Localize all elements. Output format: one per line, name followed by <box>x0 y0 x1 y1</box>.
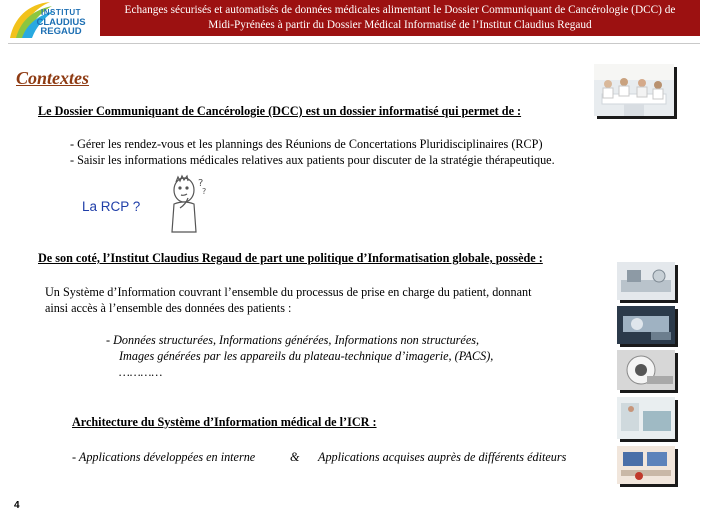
icr-heading: De son coté, l’Institut Claudius Regaud de part une politique d’Informatisation globale, possède : <box>38 251 543 265</box>
external-apps-text: Applications acquises auprès de différents éditeurs <box>318 450 567 464</box>
logo-text <box>32 8 90 37</box>
thinking-person-icon <box>164 174 210 234</box>
data-types-line-3: ………… <box>119 365 163 379</box>
logo-line-2: CLAUDIUS <box>36 16 86 28</box>
institut-logo <box>6 0 96 40</box>
icr-paragraph-line-1: Un Système d’Information couvrant l’ensemble du processus de prise en charge du patient, donnant <box>45 285 532 299</box>
medical-equipment-photo-4 <box>617 397 675 439</box>
icr-paragraph-line-2: ainsi accès à l’ensemble des données des patients : <box>45 301 292 315</box>
dcc-heading: Le Dossier Communiquant de Cancérologie (DCC) est un dossier informatisé qui permet de : <box>38 104 522 118</box>
header-divider <box>8 43 700 44</box>
page-title: Contextes <box>16 68 90 88</box>
data-types-line-2: Images générées par les appareils du plateau-technique d’imagerie, (PACS), <box>119 349 494 363</box>
header-line-1: Echanges sécurisés et automatisés de données médicales alimentant le Dossier Communiquant de Cancérologie (DCC) de <box>124 4 676 16</box>
dcc-item-2: - Saisir les informations médicales relatives aux patients pour discuter de la stratégie thérapeutique. <box>70 153 555 167</box>
svg-text:?: ? <box>198 178 204 189</box>
logo-line-1: INSTITUT <box>41 8 81 17</box>
data-types-line-1: - Données structurées, Informations générées, Informations non structurées, <box>106 333 480 347</box>
medical-equipment-photo-1 <box>617 262 675 300</box>
dcc-item-1: - Gérer les rendez-vous et les plannings des Réunions de Concertations Pluridisciplinaires (RCP) <box>70 137 543 151</box>
medical-equipment-photo-2 <box>617 306 675 344</box>
svg-text:?: ? <box>202 187 207 196</box>
ampersand: & <box>290 450 300 464</box>
page-number: 4 <box>14 500 20 511</box>
architecture-heading: Architecture du Système d’Information médical de l’ICR : <box>72 415 377 429</box>
meeting-photo <box>594 64 674 116</box>
rcp-question: La RCP ? <box>82 199 141 214</box>
header-line-2: Midi-Pyrénées à partir du Dossier Médical Informatisé de l’Institut Claudius Regaud <box>208 19 592 31</box>
logo-line-3: REGAUD <box>40 26 82 37</box>
header-banner <box>100 0 700 36</box>
medical-equipment-photo-3 <box>617 350 675 390</box>
computer-workstation-photo <box>617 446 675 484</box>
internal-apps-text: - Applications développées en interne <box>72 450 256 464</box>
